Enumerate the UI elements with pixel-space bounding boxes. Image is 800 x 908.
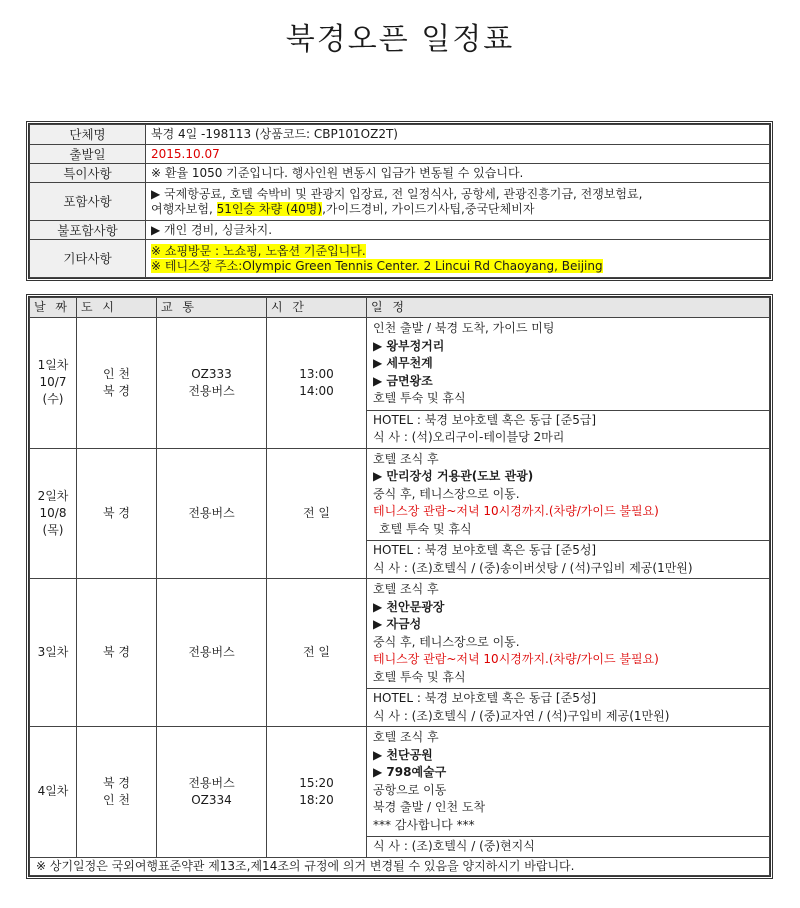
day-time-cell: [267, 448, 367, 579]
day-date-cell-line: 2일차: [37, 488, 69, 503]
day-time-cell-line: 18:20: [299, 792, 334, 807]
included-line-1: ▶ 국제항공료, 호텔 숙박비 및 관광지 입장료, 전 일정식사, 공항세, 관광진흥기금, 전쟁보험료,: [151, 186, 643, 201]
itinerary-item: 호텔 투숙 및 휴식: [379, 521, 472, 536]
day-date-cell-line: (목): [42, 522, 64, 537]
special-notes-value: ※ 환율 1050 기준입니다. 행사인원 변동시 입금가 변동될 수 있습니다.: [146, 164, 770, 183]
included-line-2-pre: 여행자보험,: [151, 201, 217, 216]
included-label: 포함사항: [30, 183, 146, 221]
day-row: [30, 448, 770, 541]
vehicle-highlight: 51인승 차량 (40명): [216, 201, 323, 216]
itinerary-item: ▶ 금면왕조: [373, 373, 433, 388]
itinerary-item: 호텔 투숙 및 휴식: [373, 669, 466, 684]
itinerary-item: 호텔 조식 후: [373, 730, 439, 744]
day-transport-cell-line: OZ333: [191, 366, 232, 381]
departure-date-value: 2015.10.07: [146, 145, 770, 164]
day-itinerary-cell: [367, 318, 770, 411]
itinerary-item: ▶ 왕부정거리: [373, 338, 445, 353]
footnote-row: [30, 857, 770, 875]
day-transport-cell: [157, 727, 267, 858]
day-date-cell: [30, 579, 77, 727]
itinerary-item: 인천 출발 / 북경 도착, 가이드 미팅: [373, 321, 555, 335]
itinerary-item: 중식 후, 테니스장으로 이동.: [373, 486, 520, 501]
day-city-cell-line: 인 천: [103, 792, 130, 807]
day-date-cell-line: 4일차: [37, 784, 69, 799]
day-date-cell-line: 10/7: [39, 375, 67, 390]
day-time-cell: [267, 318, 367, 449]
day-date-cell: [30, 318, 77, 449]
itinerary-item: 호텔 투숙 및 휴식: [373, 391, 466, 405]
schedule-header-row: [30, 298, 770, 318]
day-transport-cell: [157, 318, 267, 449]
day-city-cell: [77, 448, 157, 579]
itinerary-item: 테니스장 관람~저녁 10시경까지.(차량/가이드 불필요): [373, 652, 659, 666]
day-city-cell-line: 북 경: [103, 505, 130, 520]
group-name-label: 단체명: [30, 125, 146, 145]
hotel-info: HOTEL : 북경 보야호텔 혹은 동급 [준5성]: [373, 543, 597, 557]
day-transport-cell-line: OZ334: [191, 792, 232, 807]
meal-info: 식 사 : (조)호텔식 / (중)교자연 / (석)구입비 제공(1만원): [373, 708, 670, 723]
shopping-note: ※ 쇼핑방문 : 노쇼핑, 노옵션 기준입니다.: [151, 243, 366, 258]
day-date-cell-line: (수): [42, 392, 64, 407]
day-lodging-cell: [367, 410, 770, 448]
header-transport: 교 통: [157, 298, 267, 318]
day-itinerary-cell: [367, 579, 770, 689]
other-notes-value: [146, 240, 770, 278]
itinerary-item: ▶ 천단공원: [373, 747, 433, 762]
day-date-cell: [30, 727, 77, 858]
day-transport-cell-line: 전용버스: [188, 505, 235, 520]
meal-info: 식 사 : (조)호텔식 / (중)송이버섯탕 / (석)구입비 제공(1만원): [373, 560, 693, 575]
day-city-cell-line: 북 경: [103, 645, 130, 659]
footnote: ※ 상기일정은 국외여행표준약관 제13조,제14조의 규정에 의거 변경될 수 있음을 양지하시기 바랍니다.: [30, 857, 770, 875]
day-date-cell-line: 3일차: [37, 645, 69, 659]
day-transport-cell: [157, 579, 267, 727]
day-transport-cell-line: 전용버스: [188, 383, 235, 398]
meal-info: 식 사 : (조)호텔식 / (중)현지식: [373, 839, 535, 853]
day-transport-cell-line: 전용버스: [188, 645, 235, 659]
excluded-label: 불포함사항: [30, 221, 146, 240]
header-time: 시 간: [267, 298, 367, 318]
itinerary-item: ▶ 798예술구: [373, 765, 447, 779]
meal-info: 식 사 : (석)오리구이-테이블당 2마리: [373, 430, 565, 444]
day-time-cell: [267, 727, 367, 858]
departure-date-label: 출발일: [30, 145, 146, 164]
excluded-value: ▶ 개인 경비, 싱글차지.: [146, 221, 770, 240]
other-notes-label: 기타사항: [30, 240, 146, 278]
header-itinerary: 일 정: [367, 298, 770, 318]
day-itinerary-cell: [367, 727, 770, 837]
itinerary-item: 중식 후, 테니스장으로 이동.: [373, 634, 520, 649]
day-transport-cell: [157, 448, 267, 579]
hotel-info: HOTEL : 북경 보야호텔 혹은 동급 [준5성]: [373, 691, 597, 705]
day-date-cell-line: 1일차: [37, 358, 69, 373]
hotel-info: HOTEL : 북경 보야호텔 혹은 동급 [준5급]: [373, 412, 597, 427]
special-notes-label: 특이사항: [30, 164, 146, 183]
day-city-cell: [77, 727, 157, 858]
header-date: 날 짜: [30, 298, 77, 318]
itinerary-item: ▶ 만리장성 거용관(도보 관광): [373, 469, 534, 483]
included-value: [146, 183, 770, 221]
day-transport-cell-line: 전용버스: [188, 775, 235, 790]
itinerary-item: 호텔 조식 후: [373, 582, 439, 596]
included-line-2-post: ,가이드경비, 가이드기사팁,중국단체비자: [322, 201, 535, 216]
itinerary-item: ▶ 세무천계: [373, 356, 433, 370]
day-row: [30, 579, 770, 689]
itinerary-item: ▶ 자금성: [373, 617, 422, 631]
day-time-cell-line: 전 일: [303, 645, 330, 659]
itinerary-item: 테니스장 관람~저녁 10시경까지.(차량/가이드 불필요): [373, 504, 659, 518]
itinerary-item: *** 감사합니다 ***: [373, 817, 475, 832]
day-lodging-cell: [367, 689, 770, 727]
day-time-cell-line: 13:00: [299, 366, 334, 381]
itinerary-item: 북경 출발 / 인천 도착: [373, 800, 486, 814]
schedule-table: [26, 294, 773, 879]
day-time-cell: [267, 579, 367, 727]
day-city-cell: [77, 318, 157, 449]
itinerary-item: 호텔 조식 후: [373, 451, 439, 466]
day-city-cell: [77, 579, 157, 727]
included-line-2: [151, 202, 764, 217]
day-time-cell-line: 15:20: [299, 775, 334, 790]
itinerary-item: 공항으로 이동: [373, 782, 447, 797]
day-city-cell-line: 북 경: [103, 775, 130, 790]
day-lodging-cell: [367, 837, 770, 858]
day-row: [30, 318, 770, 411]
day-date-cell-line: 10/8: [39, 505, 67, 520]
day-lodging-cell: [367, 541, 770, 579]
day-time-cell-line: 전 일: [303, 505, 330, 520]
day-time-cell-line: 14:00: [299, 383, 334, 398]
day-city-cell-line: 북 경: [103, 383, 130, 398]
header-city: 도 시: [77, 298, 157, 318]
day-itinerary-cell: [367, 448, 770, 541]
tennis-address-note: ※ 테니스장 주소:Olympic Green Tennis Center. 2 Lincui Rd Chaoyang, Beijing: [151, 258, 603, 273]
day-date-cell: [30, 448, 77, 579]
page-title: 북경오픈 일정표: [285, 22, 515, 57]
itinerary-item: ▶ 천안문광장: [373, 599, 445, 614]
group-name-value: 북경 4일 -198113 (상품코드: CBP101OZ2T): [146, 125, 770, 145]
info-table: [26, 121, 773, 281]
day-city-cell-line: 인 천: [103, 366, 130, 381]
day-row: [30, 727, 770, 837]
